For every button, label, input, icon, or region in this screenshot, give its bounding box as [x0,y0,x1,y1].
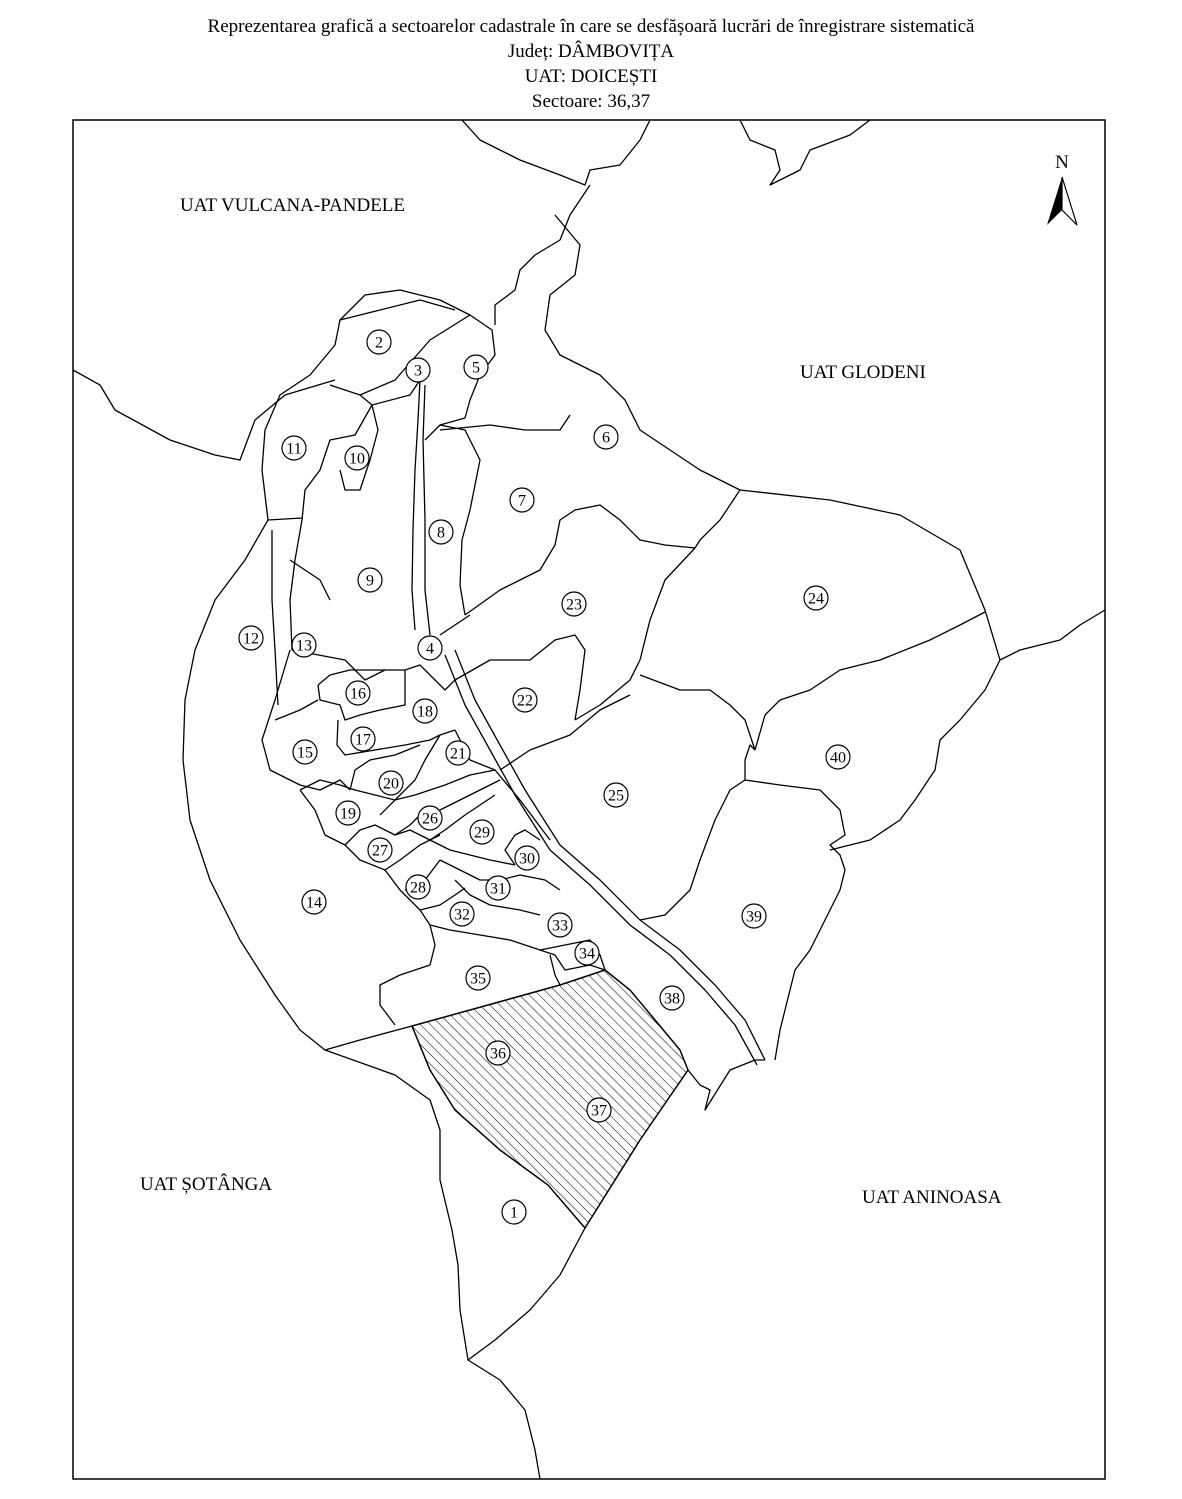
sector-number: 19 [340,805,356,823]
sector-number: 5 [472,359,480,377]
sector-33 [548,913,572,937]
sector-25 [604,783,628,807]
neighbor-label-vulcana: UAT VULCANA-PANDELE [180,195,406,216]
sector-36 [486,1041,510,1065]
sector-23 [562,592,586,616]
sector-number: 2 [375,334,383,352]
sector-number: 26 [422,810,438,828]
north-arrow-icon [1047,152,1077,225]
sector-37 [587,1098,611,1122]
neighbor-label-glodeni: UAT GLODENI [800,362,926,383]
map-frame [73,120,1105,1479]
sector-34 [575,941,599,965]
sector-number: 10 [349,450,365,468]
uat-label: UAT: DOICEȘTI [524,66,658,87]
sector-number: 17 [355,731,371,749]
sector-number: 40 [830,749,846,767]
sector-18 [413,699,437,723]
map-title: Reprezentarea grafică a sectoarelor cadastrale în care se desfășoară lucrări de înregistrare sistematică [207,16,975,37]
sector-number: 27 [372,842,388,860]
sector-number: 28 [410,879,426,897]
sector-21 [446,741,470,765]
sector-38 [660,986,684,1010]
sector-number: 13 [296,637,312,655]
sector-number: 12 [243,630,259,648]
sector-12 [239,626,263,650]
sector-number: 7 [518,492,526,510]
sector-27 [368,838,392,862]
sector-number: 3 [414,362,422,380]
sector-number: 36 [490,1045,506,1063]
sector-7 [510,488,534,512]
sector-5 [464,355,488,379]
neighbor-label-aninoasa: UAT ANINOASA [862,1187,1002,1208]
neighbor-label-sotanga: UAT ȘOTÂNGA [140,1174,273,1195]
sector-number: 1 [510,1204,518,1222]
sector-10 [345,446,369,470]
sector-number: 23 [566,596,582,614]
sector-number: 15 [297,744,313,762]
sector-number: 37 [591,1102,607,1120]
sector-number: 32 [454,906,470,924]
sector-40 [826,745,850,769]
sector-9 [358,568,382,592]
sector-number: 9 [366,572,374,590]
sector-4 [418,636,442,660]
sector-36-37-hatch [412,970,688,1228]
sector-1 [502,1200,526,1224]
sector-number: 33 [552,917,568,935]
sector-2 [367,330,391,354]
sector-number: 4 [426,640,434,658]
sector-number: 6 [602,429,610,447]
sector-24 [804,586,828,610]
sector-number: 20 [383,775,399,793]
sector-30 [515,846,539,870]
sector-number: 18 [417,703,433,721]
sector-number: 22 [517,692,533,710]
county-label: Județ: DÂMBOVIȚA [507,41,675,62]
sector-number: 11 [286,440,302,458]
sector-29 [470,820,494,844]
sector-number: 31 [490,880,506,898]
sector-8 [429,520,453,544]
sector-number: 39 [746,908,762,926]
sector-20 [379,771,403,795]
sector-13 [292,633,316,657]
sector-number: 24 [808,590,824,608]
north-label: N [1055,152,1069,173]
sector-39 [742,904,766,928]
sector-26 [418,806,442,830]
sector-3 [406,358,430,382]
sector-number: 14 [306,894,322,912]
sector-31 [486,876,510,900]
sector-number: 34 [579,945,595,963]
sector-number: 21 [450,745,466,763]
sector-32 [450,902,474,926]
sector-17 [351,727,375,751]
sector-number: 25 [608,787,624,805]
sector-35 [466,966,490,990]
sector-22 [513,688,537,712]
sector-number: 35 [470,970,486,988]
sector-number: 29 [474,824,490,842]
sector-11 [282,436,306,460]
sector-number: 38 [664,990,680,1008]
sector-19 [336,801,360,825]
sector-number: 8 [437,524,445,542]
neighbor-boundaries [73,120,1105,1479]
sector-28 [406,875,430,899]
sector-15 [293,740,317,764]
sector-number: 30 [519,850,535,868]
sector-14 [302,890,326,914]
sector-number: 16 [350,685,366,703]
sector-6 [594,425,618,449]
sectors-label: Sectoare: 36,37 [531,91,651,112]
sector-16 [346,681,370,705]
